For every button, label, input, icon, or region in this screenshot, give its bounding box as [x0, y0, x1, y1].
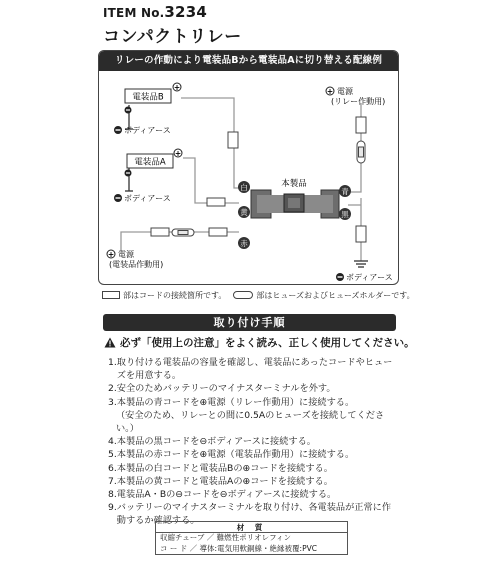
power-relay-sublabel: (リレー作動用): [331, 97, 386, 106]
step-text: 本製品の黒コードを⊖ボディアースに接続する。: [116, 436, 316, 448]
step-text: 本製品の青コードを⊕電源（リレー作動用）に接続する。: [116, 396, 355, 408]
connection-point-icon: [102, 291, 120, 299]
wire-white-label: 白: [240, 183, 248, 192]
step-item: [108, 488, 400, 501]
warning-icon: [104, 337, 116, 348]
step-text: 取り付ける電装品の容量を確認し、電装品にあったコードやヒューズを用意する。: [116, 357, 393, 382]
step-item: [108, 409, 400, 435]
warning-text: 必ず「使用上の注意」をよく読み、正しく使用してください。: [120, 337, 415, 349]
device-b: [125, 83, 182, 114]
legend: [102, 289, 415, 301]
product-label: 本製品: [281, 179, 307, 189]
material-heading: 材 質: [156, 522, 347, 533]
step-number: 9.: [108, 502, 117, 514]
step-text: （安全のため、リレーとの間に0.5Aのヒューズを接続してください。）: [116, 409, 385, 435]
wiring-schematic: [99, 51, 399, 285]
device-b-label: 電装品B: [132, 92, 164, 103]
wire-red-label: 赤: [240, 239, 248, 248]
diagram-title: リレーの作動により電装品Bから電装品Aに切り替える配線例: [99, 51, 398, 71]
plus-icon: +: [326, 87, 334, 96]
material-row-tube: 収縮チューブ ／ 難燃性ポリオレフィン: [160, 533, 291, 542]
step-text: 安全のためバッテリーのマイナスターミナルを外す。: [116, 383, 336, 395]
power-device-label: 電源: [118, 250, 134, 259]
wire-black-label: 黒: [341, 210, 349, 219]
step-item: [108, 382, 400, 395]
power-device-sublabel: (電装品作動用): [109, 260, 164, 269]
step-number: 3.: [108, 396, 117, 408]
step-item: [108, 475, 400, 488]
wire-yellow-label: 黄: [240, 208, 248, 217]
wire-paths: [121, 98, 361, 261]
legend-connection-text: 部はコードの接続箇所です。: [123, 290, 227, 300]
step-number: 4.: [108, 436, 117, 448]
step-number: 8.: [108, 489, 117, 501]
minus-icon: [126, 109, 130, 110]
step-item: [108, 448, 400, 461]
step-text: 本製品の白コードと電装品Bの⊕コードを接続する。: [116, 462, 333, 474]
power-relay-label: 電源: [337, 87, 353, 96]
minus-icon: [116, 129, 121, 130]
step-text: バッテリーのマイナスターミナルを取り付け、各電装品が正常に作動するか確認する。: [116, 502, 392, 527]
power-device: [107, 249, 163, 269]
device-a-label: 電装品A: [134, 157, 166, 168]
wiring-diagram: [98, 50, 399, 285]
item-prefix: ITEM No.: [103, 6, 165, 20]
plus-icon: +: [173, 83, 181, 92]
step-number: 5.: [108, 449, 117, 461]
step-number: 6.: [108, 462, 117, 474]
body-earth-b: [114, 126, 171, 135]
step-number: 7.: [108, 475, 117, 487]
power-relay: [326, 86, 385, 106]
step-text: 本製品の赤コードを⊕電源（電装品作動用）に接続する。: [116, 449, 355, 461]
item-number-value: 3234: [164, 3, 207, 21]
section-title: 取り付け手順: [103, 314, 396, 331]
body-earth-right: [336, 273, 393, 282]
item-number: [103, 3, 207, 21]
fuse-holders: [172, 141, 365, 236]
body-earth-right-label: ボディアース: [346, 273, 393, 282]
wire-blue-label: 青: [341, 187, 349, 196]
device-a: [125, 149, 183, 177]
step-item: [108, 462, 400, 475]
step-number: 1.: [108, 357, 117, 368]
body-earth-a-label: ボディアース: [124, 194, 171, 203]
material-row-cord: コ ー ド ／ 導体:電気用軟銅線・絶縁被覆:PVC: [160, 543, 317, 553]
material-table: [155, 521, 348, 555]
plus-icon: +: [107, 250, 115, 259]
step-number: 2.: [108, 383, 117, 395]
product-title: コンパクトリレー: [103, 27, 242, 47]
legend-fuse-text: 部はヒューズおよびヒューズホルダーです。: [256, 290, 415, 300]
body-earth-a: [114, 194, 171, 203]
step-text: 本製品の黄コードと電装品Aの⊕コードを接続する。: [116, 475, 333, 487]
step-text: 電装品A・Bの⊖コードを⊖ボディアースに接続する。: [116, 489, 337, 501]
step-item: [108, 356, 400, 382]
fuse-holder-icon: [233, 291, 253, 299]
relay-product: [251, 178, 339, 218]
minus-icon: [126, 172, 130, 173]
step-item: [108, 396, 400, 409]
warning-note: [104, 335, 415, 350]
plus-icon: +: [174, 149, 182, 158]
minus-icon: [116, 197, 121, 198]
body-earth-b-label: ボディアース: [124, 126, 171, 135]
instruction-steps: [108, 356, 400, 528]
step-item: [108, 435, 400, 448]
connection-points: [151, 117, 366, 242]
minus-icon: [338, 276, 343, 277]
